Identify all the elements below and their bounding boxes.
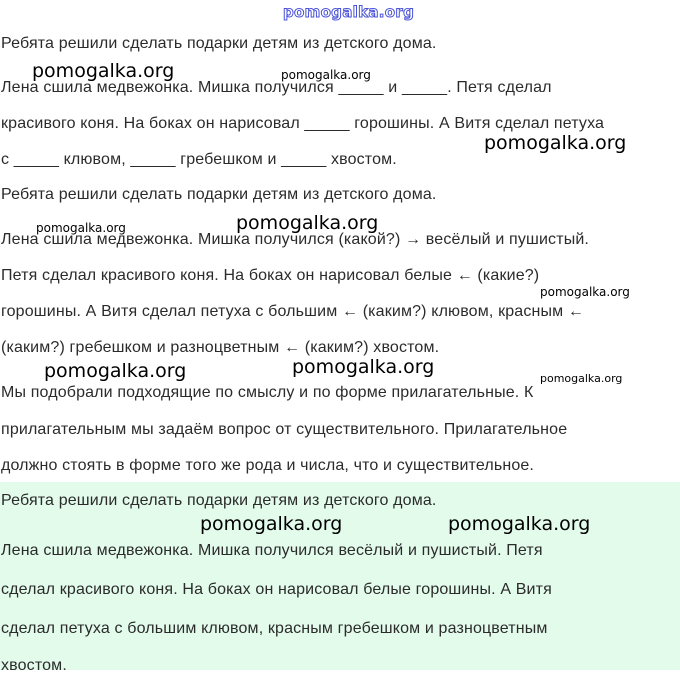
watermark: pomogalka.org bbox=[200, 513, 343, 535]
answer-line-1: Лена сшила медвежонка. Мишка получился весёлый и пушистый. Петя bbox=[1, 542, 543, 559]
analysis-title: Ребята решили сделать подарки детям из детского дома. bbox=[1, 186, 437, 203]
watermark: pomogalka.org bbox=[484, 132, 627, 154]
analysis-line-2: Петя сделал красивого коня. На боках он нарисовал белые ← (какие?) bbox=[1, 267, 540, 284]
watermark-top: pomogalka.org bbox=[283, 3, 415, 21]
watermark: pomogalka.org bbox=[44, 360, 187, 382]
watermark: pomogalka.org bbox=[540, 285, 630, 299]
watermark: pomogalka.org bbox=[540, 372, 623, 385]
explanation-line-1: Мы подобрали подходящие по смыслу и по форме прилагательные. К bbox=[1, 384, 534, 401]
analysis-line-4: (каким?) гребешком и разноцветным ← (каким?) хвостом. bbox=[1, 339, 440, 356]
watermark: pomogalka.org bbox=[448, 513, 591, 535]
watermark: pomogalka.org bbox=[36, 221, 126, 235]
answer-line-4: хвостом. bbox=[1, 657, 67, 674]
explanation-line-3: должно стоять в форме того же рода и числа, что и существительное. bbox=[1, 457, 535, 474]
watermark: pomogalka.org bbox=[236, 212, 379, 234]
task-line-2: красивого коня. На боках он нарисовал _____ горошины. А Витя сделал петуха bbox=[1, 115, 605, 132]
analysis-line-1: Лена сшила медвежонка. Мишка получился (какой?) → весёлый и пушистый. bbox=[1, 231, 590, 248]
analysis-line-3: горошины. А Витя сделал петуха с большим ← (каким?) клювом, красным ← bbox=[1, 303, 584, 320]
answer-line-2: сделал красивого коня. На боках он нарисовал белые горошины. А Витя bbox=[1, 581, 552, 598]
task-line-1: Лена сшила медвежонка. Мишка получился _____ и _____. Петя сделал bbox=[1, 79, 552, 96]
task-title: Ребята решили сделать подарки детям из детского дома. bbox=[1, 35, 437, 52]
task-line-3: с _____ клювом, _____ гребешком и _____ хвостом. bbox=[1, 151, 397, 168]
watermark: pomogalka.org bbox=[281, 68, 371, 82]
answer-title: Ребята решили сделать подарки детям из детского дома. bbox=[1, 492, 437, 509]
watermark: pomogalka.org bbox=[32, 60, 175, 82]
watermark: pomogalka.org bbox=[292, 356, 435, 378]
explanation-line-2: прилагательным мы задаём вопрос от существительного. Прилагательное bbox=[1, 421, 568, 438]
answer-line-3: сделал петуха с большим клювом, красным гребешком и разноцветным bbox=[1, 620, 548, 637]
